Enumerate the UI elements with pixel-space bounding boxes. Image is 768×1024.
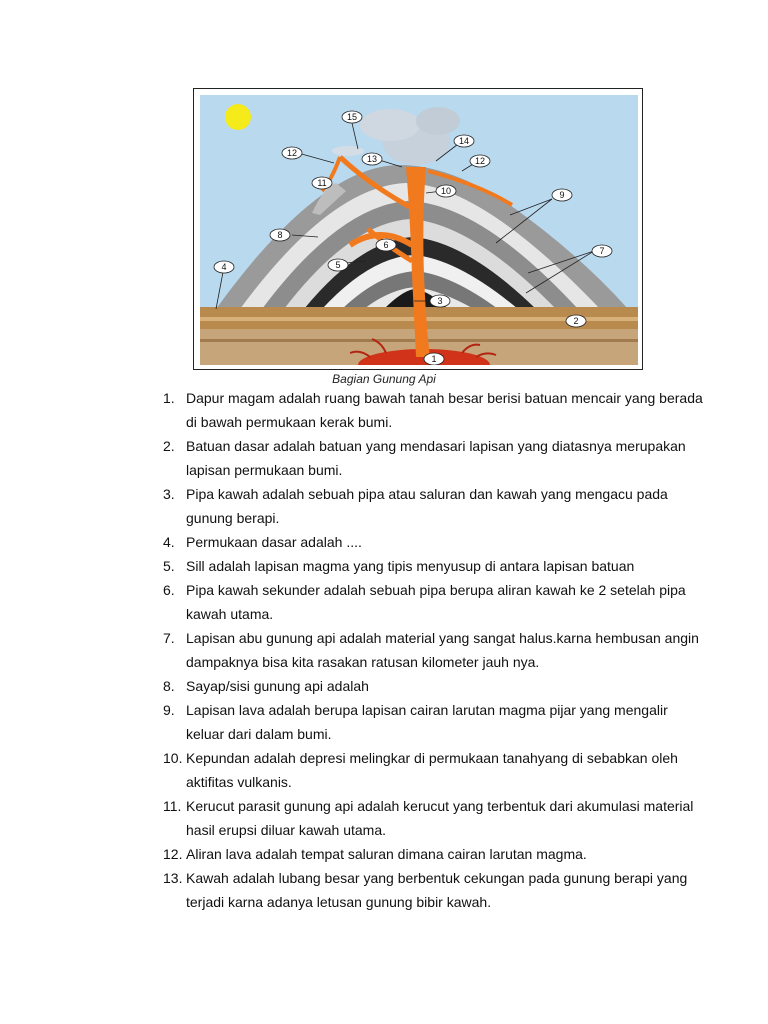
list-item [163, 554, 703, 578]
volcano-diagram [200, 95, 638, 365]
item-text: Pipa kawah sekunder adalah sebuah pipa berupa aliran kawah ke 2 setelah pipa kawah utama. [186, 582, 686, 622]
label-9 [552, 189, 572, 201]
label-5 [328, 259, 348, 271]
list-item [163, 434, 703, 482]
item-number: 13. [163, 870, 183, 886]
item-number: 9. [163, 702, 175, 718]
label-11 [312, 177, 332, 189]
label-6 [376, 239, 396, 251]
item-number: 10. [163, 750, 183, 766]
item-text: Dapur magam adalah ruang bawah tanah besar berisi batuan mencair yang berada di bawah permukaan kerak bumi. [186, 390, 703, 430]
item-text: Pipa kawah adalah sebuah pipa atau saluran dan kawah yang mengacu pada gunung berapi. [186, 486, 668, 526]
list-item [163, 578, 703, 626]
list-item [163, 842, 703, 866]
svg-text:10: 10 [440, 186, 452, 196]
label-8 [270, 229, 290, 241]
item-number: 5. [163, 558, 175, 574]
svg-text:5: 5 [335, 260, 341, 270]
item-number: 6. [163, 582, 175, 598]
volcano-figure [193, 88, 643, 370]
svg-text:1: 1 [431, 354, 437, 364]
item-number: 3. [163, 486, 175, 502]
list-item [163, 698, 703, 746]
svg-text:9: 9 [559, 190, 565, 200]
svg-text:2: 2 [573, 316, 579, 326]
item-number: 1. [163, 390, 175, 406]
label-15 [342, 111, 362, 123]
svg-text:7: 7 [599, 246, 605, 256]
item-number: 8. [163, 678, 175, 694]
svg-text:3: 3 [437, 296, 443, 306]
label-2 [566, 315, 586, 327]
list-item [163, 386, 703, 434]
list-item [163, 482, 703, 530]
item-text: Lapisan lava adalah berupa lapisan cairan larutan magma pijar yang mengalir keluar dari dalam bumi. [186, 702, 668, 742]
list-item [163, 866, 703, 914]
item-number: 7. [163, 630, 175, 646]
svg-text:6: 6 [383, 240, 389, 250]
item-number: 2. [163, 438, 175, 454]
item-text: Sill adalah lapisan magma yang tipis menyusup di antara lapisan batuan [186, 558, 635, 574]
item-text: Batuan dasar adalah batuan yang mendasari lapisan yang diatasnya merupakan lapisan permukaan bumi. [186, 438, 686, 478]
label-12-right [470, 155, 490, 167]
figure-caption: Bagian Gunung Api [332, 372, 436, 386]
item-number: 12. [163, 846, 183, 862]
item-number: 11. [163, 798, 182, 814]
item-text: Lapisan abu gunung api adalah material yang sangat halus.karna hembusan angin dampaknya bisa kita rasakan ratusan kilometer jauh nya. [186, 630, 699, 670]
list-item [163, 626, 703, 674]
svg-text:12: 12 [286, 148, 298, 158]
item-text: Kerucut parasit gunung api adalah kerucut yang terbentuk dari akumulasi material hasil erupsi diluar kawah utama. [186, 798, 694, 838]
svg-text:4: 4 [221, 262, 227, 272]
label-14 [454, 135, 474, 147]
label-7 [592, 245, 612, 257]
label-13 [362, 153, 382, 165]
item-text: Aliran lava adalah tempat saluran dimana cairan larutan magma. [186, 846, 587, 862]
svg-text:15: 15 [346, 112, 358, 122]
svg-text:12: 12 [474, 156, 486, 166]
item-text: Permukaan dasar adalah .... [186, 534, 362, 550]
label-1 [424, 353, 444, 365]
svg-text:8: 8 [277, 230, 283, 240]
item-text: Sayap/sisi gunung api adalah [186, 678, 369, 694]
item-number: 4. [163, 534, 175, 550]
svg-text:11: 11 [317, 178, 327, 188]
label-12-left [282, 147, 302, 159]
list-item [163, 746, 703, 794]
item-text: Kawah adalah lubang besar yang berbentuk cekungan pada gunung berapi yang terjadi karna adanya letusan gunung bibir kawah. [186, 870, 688, 910]
label-4 [214, 261, 234, 273]
list-item [163, 674, 703, 698]
svg-text:13: 13 [366, 154, 378, 164]
sun-icon [225, 104, 251, 130]
svg-text:14: 14 [458, 136, 470, 146]
definition-list [163, 386, 703, 914]
item-text: Kepundan adalah depresi melingkar di permukaan tanahyang di sebabkan oleh aktifitas vulkanis. [186, 750, 678, 790]
label-10 [436, 185, 456, 197]
list-item [163, 794, 703, 842]
label-3 [430, 295, 450, 307]
list-item [163, 530, 703, 554]
